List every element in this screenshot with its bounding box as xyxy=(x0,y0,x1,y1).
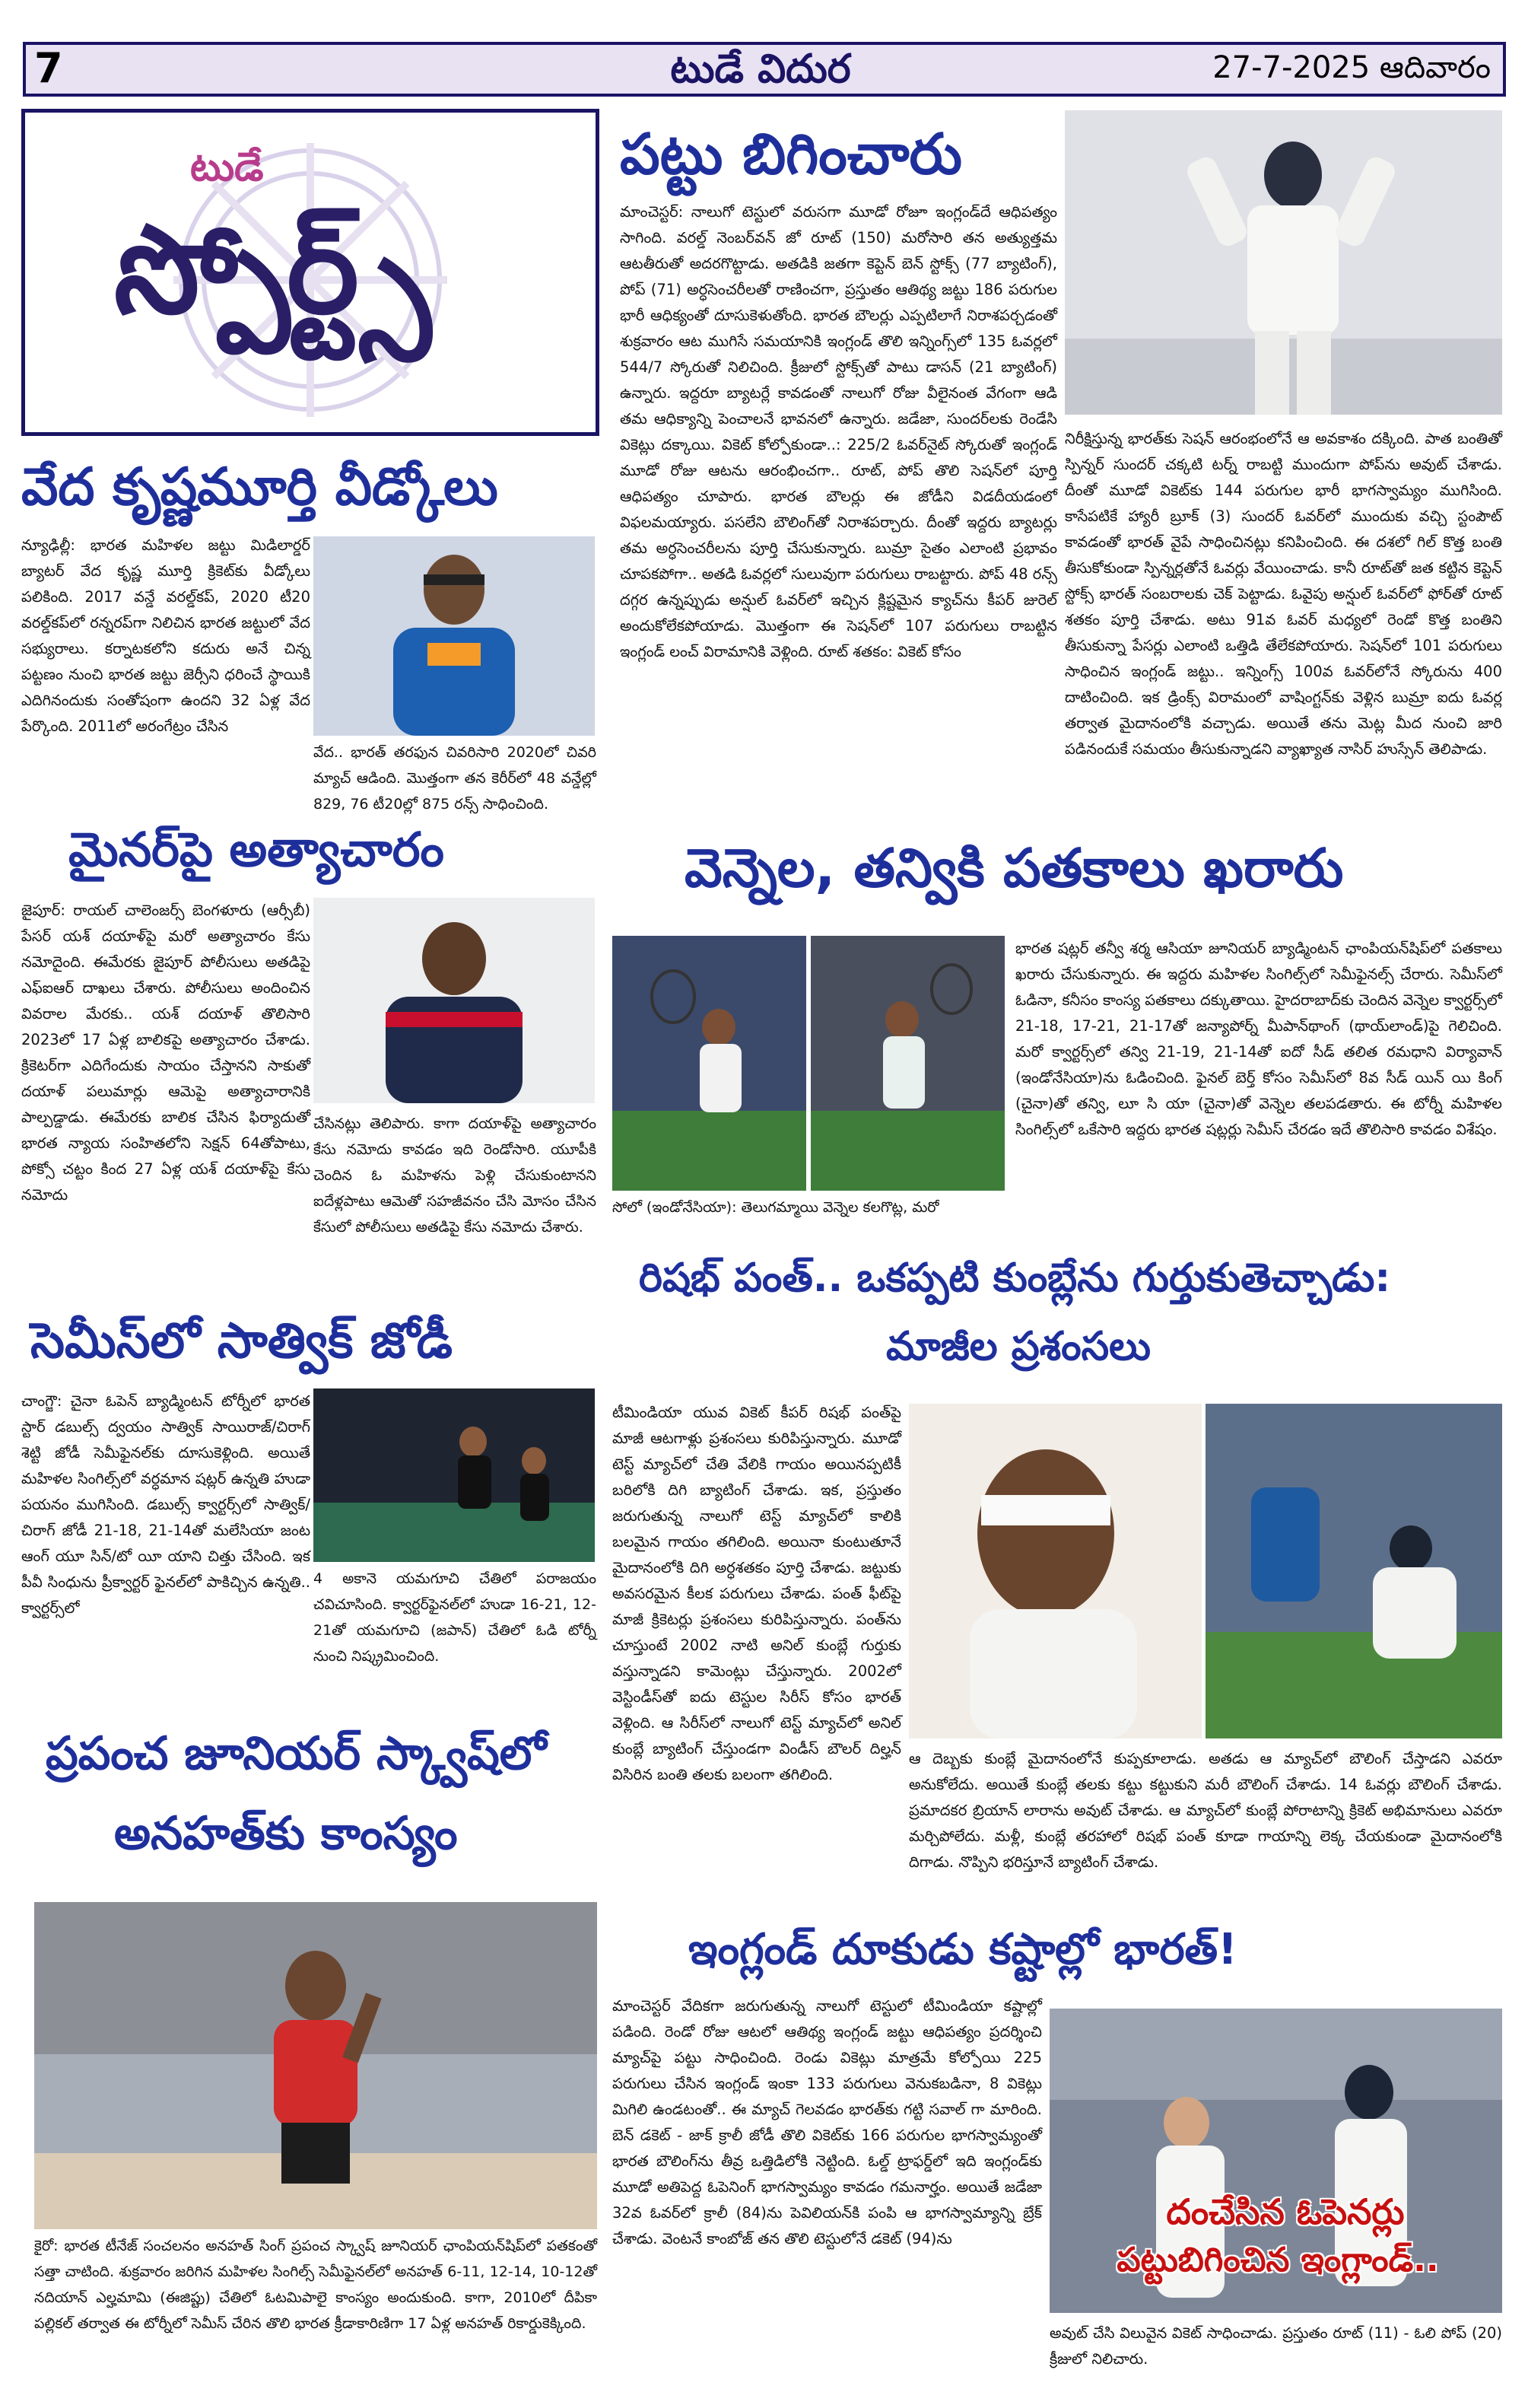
headline-veda: వేద కృష్ణమూర్తి వీడ్కోలు xyxy=(21,456,498,517)
photo-satwik-chirag xyxy=(313,1388,595,1562)
headline-pattu: పట్టు బిగించారు xyxy=(620,122,962,187)
headline-minor: మైనర్‌పై అత్యాచారం xyxy=(68,822,444,877)
photo-vennela-caption: సోలో (ఇండోనేసియా): తెలుగమ్మాయి వెన్నెల కలగొట్ల, మరో xyxy=(612,1199,939,1216)
photo-tanvi xyxy=(811,936,1005,1191)
issue-date: 27-7-2025 ఆదివారం xyxy=(1212,50,1491,85)
article-veda-body: న్యూఢిల్లీ: భారత మహిళల జట్టు మిడిలార్డర్ బ్యాటర్ వేద కృష్ణ మూర్తి క్రికెట్‌కు వీడ్కోలు పలికింది. 2017 వన్డే వరల్డ్‌కప్, 2020 టీ20 వరల్డ్‌కప్‌లో రన్నరప్‌గా నిలిచిన భారత జట్టులో వేద సభ్యురాలు. కర్నాటకలోని కదురు అనే చిన్న పట్టణం నుంచి భారత జట్టు జెర్సీని ధరించే స్థాయికి ఎదిగినందుకు సంతోషంగా ఉందని 32 ఏళ్ల వేద పేర్కొంది. 2011లో అరంగేట్రం చేసిన xyxy=(21,536,310,735)
photo-vennela xyxy=(612,936,806,1191)
photo-pant-injury xyxy=(1206,1404,1502,1738)
logo-today-text: టుడే xyxy=(190,145,264,190)
headline-anahat-line2: అనహత్‌కు కాంస్యం xyxy=(114,1807,458,1860)
headline-england: ఇంగ్లండ్ దూకుడు కష్టాల్లో భారత్! xyxy=(688,1925,1237,1974)
article-minor-body: జైపూర్: రాయల్ చాలెంజర్స్ బెంగళూరు (ఆర్సీబీ) పేసర్ యశ్ దయాళ్‌పై మరో అత్యాచారం కేసు నమోదైంది. ఈమేరకు జైపూర్ పోలీసులు అతడిపై ఎఫ్ఐఆర్ దాఖలు చేశారు. పోలీసులు అందించిన వివరాల మేరకు.. యశ్ దయాళ్ తొలిసారి 2023లో 17 ఏళ్ల బాలికపై అత్యాచారం చేశాడు. క్రికెటర్‌గా ఎదిగేందుకు సాయం చేస్తానని సాకుతో దయాళ్ పలుమార్లు ఆమెపై అత్యాచారానికి పాల్పడ్డాడు. ఈమేరకు బాలిక చేసిన ఫిర్యాదుతో భారత న్యాయ సంహితలోని సెక్షన్ 64తోపాటు, పోక్సో చట్టం కింద 27 ఏళ్ల యశ్ దయాళ్‌పై కేసు నమోదు xyxy=(21,902,310,1204)
article-pattu-body-right: నిరీక్షిస్తున్న భారత్‌కు సెషన్ ఆరంభంలోనే ఆ అవకాశం దక్కింది. పాత బంతితో స్పిన్నర్ సుందర్ చక్కటి టర్న్ రాబట్టి ముందుగా పోప్‌ను అవుట్ చేశాడు. దీంతో మూడో వికెట్‌కు 144 పరుగుల భారీ భాగస్వామ్యం ముగిసింది. కాసేపటికే హ్యారీ బ్రూక్ (3) సుందర్ ఓవర్‌లో ముందుకు వచ్చి స్టంపౌట్ కావడంతో భారత్ వైపే సాధించినట్లు కనిపించింది. ఈ దశలో గిల్ కొత్త బంతి తీసుకోకుండా స్పిన్నర్లతోనే ఓవర్లు వేయించాడు. కానీ రూట్‌తో జత కట్టిన కెప్టెన్ స్టోక్స్ భారత్ సంబరాలకు చెక్ పెట్టాడు. ఓవైపు అన్షుల్ ఓవర్‌లో ఫోర్‌తో రూట్ శతకం పూర్తి చేశాడు. అటు 91వ ఓవర్ మధ్యలో రెండో కొత్త బంతిని తీసుకున్నా పేసర్లు ఎలాంటి ఒత్తిడి తేలేకపోయారు. సెషన్‌లో 101 పరుగులు సాధించిన ఇంగ్లండ్ జట్టు.. ఇన్నింగ్స్ 100వ ఓవర్‌లోనే స్కోరును 400 దాటించింది. ఇక డ్రింక్స్ విరామంలో వాషింగ్టన్‌కు వెళ్లిన బుమ్రా ఐదు ఓవర్ల తర్వాత మైదానంలోకి వచ్చాడు. అయితే తను మెట్ల మీద నుంచి జారి పడినందుకే సమయం తీసుకున్నాడని వ్యాఖ్యాత నాసిర్ హుస్సేన్ తెలిపాడు. xyxy=(1065,430,1502,758)
photo-satwik-caption: 4 అకానె యమగూచి చేతిలో పరాజయం చవిచూసింది. క్వార్టర్‌ఫైనల్‌లో హుడా 16-21, 12-21తో యమగూచి (జపాన్) చేతిలో ఓడి టోర్నీ నుంచి నిష్క్రమించింది. xyxy=(313,1570,596,1665)
logo-sports-text: స్పోర్ట్స్ xyxy=(114,198,428,341)
newspaper-title: టుడే విదుర xyxy=(670,46,851,92)
article-england-body: మాంచెస్టర్ వేదికగా జరుగుతున్న నాలుగో టెస్టులో టీమిండియా కష్టాల్లో పడింది. రెండో రోజు ఆటలో ఆతిథ్య ఇంగ్లండ్ జట్టు ఆధిపత్యం ప్రదర్శించి మ్యాచ్‌పై పట్టు సాధించింది. రెండు వికెట్లు మాత్రమే కోల్పోయి 225 పరుగులు చేసిన ఇంగ్లండ్ ఇంకా 133 పరుగులు వెనుకబడినా, 8 వికెట్లు మిగిలి ఉండటంతో.. ఈ మ్యాచ్ గెలవడం భారత్‌కు గట్టి సవాల్ గా మారింది. బెన్ డకెట్ - జాక్ క్రాలీ జోడీ తొలి వికెట్‌కు 166 పరుగుల భాగస్వామ్యంతో భారత బౌలింగ్‌ను తీవ్ర ఒత్తిడిలోకి నెట్టింది. ఓల్డ్ ట్రాఫర్డ్‌లో ఇది ఇంగ్లండ్‌కు మూడో అతిపెద్ద ఓపెనింగ్ భాగస్వామ్యం కావడం గమనార్హం. అయితే జడేజా 32వ ఓవర్‌లో క్రాలీ (84)ను పెవిలియన్‌కి పంపి ఆ భాగస్వామ్యాన్ని బ్రేక్ చేశాడు. వెంటనే కాంబోజ్ తన తొలి టెస్టులోనే డకెట్ (94)ను xyxy=(612,1997,1042,2247)
photo-anahat xyxy=(34,1902,597,2229)
article-pattu-body-left: మాంచెస్టర్: నాలుగో టెస్టులో వరుసగా మూడో రోజూ ఇంగ్లండ్‌దే ఆధిపత్యం సాగింది. వరల్డ్ నెంబర్‌వన్ జో రూట్ (150) మరోసారి తన అత్యుత్తమ ఆటతీరుతో అదరగొట్టాడు. అతడికి జతగా కెప్టెన్ బెన్ స్టోక్స్ (77 బ్యాటింగ్), పోప్ (71) అర్ధసెంచరీలతో రాణించగా, ప్రస్తుతం ఆతిథ్య జట్టు 186 పరుగుల భారీ ఆధిక్యంతో దూసుకెళుతోంది. భారత బౌలర్లు ఎప్పటిలాగే నిరాశపర్చడంతో శుక్రవారం ఆట ముగిసే సమయానికి ఇంగ్లండ్ తొలి ఇన్నింగ్స్‌లో 135 ఓవర్లలో 544/7 స్కోరుతో నిలిచింది. క్రీజులో స్టోక్స్‌తో పాటు డాసన్ (21 బ్యాటింగ్) ఉన్నారు. ఇద్దరూ బ్యాటర్లే కావడంతో నాలుగో రోజు వీలైనంత వేగంగా ఆడి తమ ఆధిక్యాన్ని పెంచాలనే భావనలో ఉన్నారు. జడేజా, సుందర్‌లకు రెండేసి వికెట్లు దక్కాయి. వికెట్ కోల్పోకుండా..: 225/2 ఓవర్‌నైట్ స్కోరుతో ఇంగ్లండ్ మూడో రోజు ఆటను ఆరంభించగా.. రూట్, పోప్ తొలి సెషన్‌లో పూర్తి ఆధిపత్యం చూపారు. భారత బౌలర్లు ఈ జోడీని విడదీయడంలో విఫలమయ్యారు. పసలేని బౌలింగ్‌తో నిరాశపర్చారు. దీంతో ఇద్దరు బ్యాటర్లు తమ అర్ధసెంచరీలను పూర్తి చేసుకున్నారు. బుమ్రా సైతం ఎలాంటి ప్రభావం చూపకపోగా.. అతడి ఓవర్లలో సులువుగా పరుగులు రాబట్టారు. పోప్ 48 రన్స్ దగ్గర ఉన్నప్పుడు అన్షుల్ ఓవర్‌లో ఇచ్చిన క్లిష్టమైన క్యాచ్‌ను కీపర్ జురెల్ అందుకోలేకపోయాడు. మొత్తంగా ఈ సెషన్‌లో 107 పరుగులు రాబట్టిన ఇంగ్లండ్ లంచ్ విరామానికి వెళ్లింది. రూట్ శతకం: వికెట్ కోసం xyxy=(620,203,1057,660)
article-satwik-body: చాంగ్జౌ: చైనా ఓపెన్ బ్యాడ్మింటన్ టోర్నీలో భారత స్టార్ డబుల్స్ ద్వయం సాత్విక్ సాయిరాజ్/చిరాగ్ శెట్టి జోడీ సెమీఫైనల్‌కు దూసుకెళ్లింది. అయితే మహిళల సింగిల్స్‌లో వర్ధమాన షట్లర్ ఉన్నతి హుడా పయనం ముగిసింది. డబుల్స్ క్వార్టర్స్‌లో సాత్విక్/చిరాగ్ జోడీ 21-18, 21-14తో మలేసియా జంట ఆంగ్ యూ సిన్/టో యీ యాని చిత్తు చేసింది. ఇక పీవీ సింధును ప్రీక్వార్టర్ ఫైనల్‌లో పాకిచ్చిన ఉన్నతి.. క్వార్టర్స్‌లో xyxy=(21,1392,310,1617)
article-rishabh-body-right: ఆ దెబ్బకు కుంబ్లే మైదానంలోనే కుప్పకూలాడు. అతడు ఆ మ్యాచ్‌లో బౌలింగ్ చేస్తాడని ఎవరూ అనుకోలేదు. అయితే కుంబ్లే తలకు కట్టు కట్టుకుని మరీ బౌలింగ్ చేశాడు. 14 ఓవర్లు బౌలింగ్ చేశాడు. ప్రమాదకర బ్రియాన్ లారాను అవుట్ చేశాడు. ఆ మ్యాచ్‌లో కుంబ్లే పోరాటాన్ని క్రికెట్ అభిమానులు ఎవరూ మర్చిపోలేదు. మళ్లీ, కుంబ్లే తరహాలో రిషభ్ పంత్ కూడా గాయాన్ని లెక్క చేయకుండా మైదానంలోకి దిగాడు. నొప్పిని భరిస్తూనే బ్యాటింగ్ చేశాడు. xyxy=(909,1750,1502,1871)
photo-kumble xyxy=(909,1404,1202,1738)
photo-veda-caption: వేద.. భారత్ తరఫున చివరిసారి 2020లో చివరి మ్యాచ్ ఆడింది. మొత్తంగా తన కెరీర్‌లో 48 వన్డేల్లో 829, 76 టీ20ల్లో 875 రన్స్ సాధించింది. xyxy=(313,744,596,813)
article-rishabh-body: టీమిండియా యువ వికెట్ కీపర్ రిషభ్ పంత్‌పై మాజీ ఆటగాళ్లు ప్రశంసలు కురిపిస్తున్నారు. మూడో టెస్ట్ మ్యాచ్‌లో చేతి వేలికి గాయం అయినప్పటికీ బరిలోకి దిగి బ్యాటింగ్ చేశాడు. ఇక, ప్రస్తుతం జరుగుతున్న నాలుగో టెస్ట్ మ్యాచ్‌లో కాలికి బలమైన గాయం తగిలింది. అయినా కుంటుతూనే మైదానంలోకి దిగి అర్ధశతకం పూర్తి చేశాడు. జట్టుకు అవసరమైన కీలక పరుగులు చేశాడు. పంత్ ఫీట్‌పై మాజీ క్రికెటర్లు ప్రశంసలు కురిపిస్తున్నారు. పంత్‌ను చూస్తుంటే 2002 నాటి అనిల్ కుంబ్లే గుర్తుకు వస్తున్నాడని కామెంట్లు చేస్తున్నారు. 2002లో వెస్టిండీస్‌తో ఐదు టెస్టుల సిరీస్ కోసం భారత్ వెళ్లింది. ఆ సిరీస్‌లో నాలుగో టెస్ట్ మ్యాచ్‌లో అనిల్ కుంబ్లే బ్యాటింగ్ చేస్తుండగా విండీస్ బౌలర్ దిల్హన్ విసిరిన బంతి తలకు బలంగా తగిలింది. xyxy=(612,1404,901,1783)
headline-rishabh-line1: రిషభ్ పంత్.. ఒకప్పటి కుంబ్లేను గుర్తుకుతెచ్చాడు: xyxy=(639,1255,1391,1301)
headline-satwik: సెమీస్‌లో సాత్విక్ జోడీ xyxy=(30,1312,453,1369)
photo-overlay-line1: దంచేసిన ఓపెనర్లు xyxy=(1166,2191,1405,2232)
headline-anahat-line1: ప్రపంచ జూనియర్ స్క్వాష్‌లో xyxy=(46,1727,547,1780)
article-england-body-right: అవుట్ చేసి విలువైన వికెట్ సాధించాడు. ప్రస్తుతం రూట్ (11) - ఓలి పోప్ (20) క్రీజులో నిలిచారు. xyxy=(1050,2324,1502,2368)
photo-veda xyxy=(313,536,595,736)
photo-anahat-caption: కైరో: భారత టీనేజ్ సంచలనం అనహత్ సింగ్ ప్రపంచ స్క్వాష్ జూనియర్ ఛాంపియన్‌షిప్‌లో పతకంతో సత్తా చాటింది. శుక్రవారం జరిగిన మహిళల సింగిల్స్ సెమీఫైనల్‌లో అనహత్ 6-11, 12-14, 10-12తో నదియాన్ ఎల్హమామి (ఈజిప్టు) చేతిలో ఓటమిపాలై కాంస్యం అందుకుంది. కాగా, 2010లో దీపికా పల్లికల్ తర్వాత ఈ టోర్నీలో సెమీస్ చేరిన తొలి భారత క్రీడాకారిణిగా 17 ఏళ్ల అనహత్ రికార్డుకెక్కింది. xyxy=(34,2238,597,2332)
article-vennela-body: భారత షట్లర్ తన్వీ శర్మ ఆసియా జూనియర్ బ్యాడ్మింటన్ ఛాంపియన్‌షిప్‌లో పతకాలు ఖరారు చేసుకున్నారు. ఈ ఇద్దరు మహిళల సింగిల్స్‌లో సెమీఫైనల్స్ చేరారు. సెమీస్‌లో ఓడినా, కనీసం కాంస్య పతకాలు దక్కుతాయి. హైదరాబాద్‌కు చెందిన వెన్నెల క్వార్టర్స్‌లో 21-18, 17-21, 21-17తో జన్యాపోర్న్ మీపాన్‌థాంగ్ (థాయ్‌లాండ్)‌పై గెలిచింది. మరో క్వార్టర్స్‌లో తన్వి 21-19, 21-14తో ఐదో సీడ్ తలిత రమధాని విర్యావాన్ (ఇండోనేసియా)ను ఓడించింది. ఫైనల్ బెర్త్ కోసం సెమీస్‌లో 8వ సీడ్ యిన్ యి కింగ్ (చైనా)తో తన్వి, లూ సి యా (చైనా)తో వెన్నెల తలపడతారు. ఈ టోర్నీ మహిళల సింగిల్స్‌లో ఒకేసారి ఇద్దరు భారత షట్లర్లు సెమీస్ చేరడం ఇదే తొలిసారి కావడం విశేషం. xyxy=(1015,940,1502,1138)
page-number: 7 xyxy=(34,44,63,92)
photo-yash-dayal xyxy=(313,898,595,1103)
photo-overlay-line2: పట్టుబిగించిన ఇంగ్లాండ్.. xyxy=(1117,2241,1439,2279)
headline-rishabh-line2: మాజీల ప్రశంసలు xyxy=(886,1324,1151,1369)
headline-vennela: వెన్నెల, తన్వికి పతకాలు ఖరారు xyxy=(685,837,1344,899)
photo-yash-dayal-caption: చేసినట్లు తెలిపారు. కాగా దయాళ్‌పై అత్యాచారం కేసు నమోదు కావడం ఇది రెండోసారి. యూపీకి చెందిన ఓ మహిళను పెళ్లి చేసుకుంటానని ఐదేళ్లపాటు ఆమెతో సహజీవనం చేసి మోసం చేసిన కేసులో పోలీసులు అతడిపై కేసు నమోదు చేశారు. xyxy=(313,1115,596,1236)
photo-joe-root xyxy=(1065,110,1502,415)
